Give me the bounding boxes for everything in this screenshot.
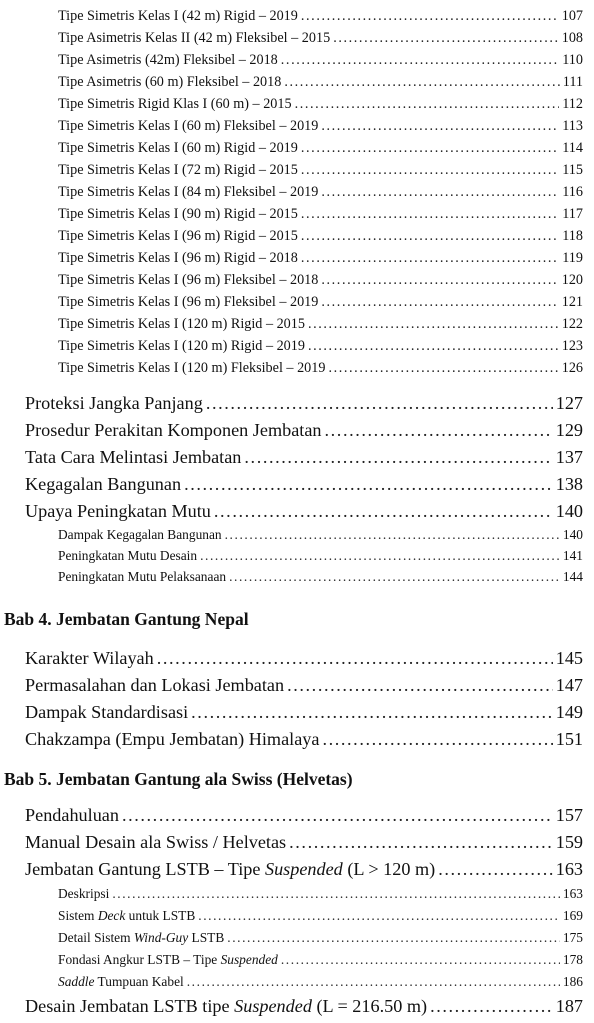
dot-leader [295,96,560,113]
dot-leader [322,729,552,750]
toc-subsection-title: Sistem Deck untuk LSTB [58,908,196,923]
dot-leader [191,702,553,723]
dot-leader [328,360,558,377]
toc-subsection-page: 163 [562,886,583,901]
toc-entry-page: 115 [562,162,583,178]
toc-section-page: 157 [555,805,583,825]
toc-section[interactable] [25,474,583,495]
dot-leader [187,974,560,990]
toc-entry[interactable] [58,162,583,179]
toc-section[interactable] [25,832,583,853]
dot-leader [244,447,552,468]
toc-entry[interactable] [58,52,583,69]
toc-section-title: Kegagalan Bangunan [25,474,182,494]
toc-entry-page: 120 [561,272,583,288]
toc-entry-title: Tipe Simetris Kelas I (120 m) Rigid – 2015 [58,316,305,332]
toc-entry[interactable] [58,294,583,311]
toc-section-title: Prosedur Perakitan Komponen Jembatan [25,420,322,440]
chapter-4-heading[interactable]: Bab 4. Jembatan Gantung Nepal [4,609,249,629]
toc-entry-title: Tipe Simetris Rigid Klas I (60 m) – 2015 [58,96,292,112]
toc-entry-page: 126 [561,360,583,376]
toc-entry[interactable] [58,30,583,47]
dot-leader [112,886,560,902]
dot-leader [198,908,560,924]
toc-section-title: Desain Jembatan LSTB tipe Suspended (L = 216.50 m) [25,996,428,1016]
toc-section-title: Chakzampa (Empu Jembatan) Himalaya [25,729,320,749]
toc-subsection-page: 178 [562,952,583,967]
toc-entry-page: 118 [562,228,583,244]
toc-entry-page: 110 [562,52,583,68]
dot-leader [214,501,553,522]
toc-section-page: 151 [555,729,583,749]
toc-section-page: 163 [555,859,583,879]
toc-entry-page: 121 [561,294,583,310]
dot-leader [229,569,560,585]
toc-section-title: Pendahuluan [25,805,119,825]
toc-section[interactable] [25,420,583,441]
dot-leader [321,118,559,135]
toc-subsection[interactable] [58,952,583,968]
toc-entry-page: 117 [562,206,583,222]
toc-subsection-title: Peningkatan Mutu Desain [58,548,198,563]
dot-leader [438,859,553,880]
dot-leader [301,228,559,245]
toc-entry[interactable] [58,206,583,223]
toc-section[interactable] [25,648,583,669]
toc-section-page: 138 [555,474,583,494]
toc-entry-title: Tipe Asimetris (42m) Fleksibel – 2018 [58,52,278,68]
dot-leader [200,548,560,564]
toc-section-title: Tata Cara Melintasi Jembatan [25,447,242,467]
toc-entry-title: Tipe Simetris Kelas I (60 m) Rigid – 2019 [58,140,298,156]
toc-section[interactable] [25,501,583,522]
toc-subsection-title: Deskripsi [58,886,110,901]
toc-section[interactable] [25,675,583,696]
toc-section[interactable] [25,702,583,723]
toc-entry-page: 123 [561,338,583,354]
toc-entry-page: 119 [562,250,583,266]
toc-section-title: Permasalahan dan Lokasi Jembatan [25,675,285,695]
dot-leader [301,250,559,267]
toc-entry-title: Tipe Simetris Kelas I (42 m) Rigid – 2019 [58,8,298,24]
toc-section[interactable] [25,859,583,880]
dot-leader [206,393,553,414]
dot-leader [157,648,553,669]
toc-entry[interactable] [58,360,583,377]
dot-leader [321,184,559,201]
toc-subsection[interactable] [58,569,583,585]
toc-subsection-title: Dampak Kegagalan Bangunan [58,527,222,542]
toc-section-page: 145 [555,648,583,668]
dot-leader [308,316,559,333]
toc-entry[interactable] [58,74,583,91]
toc-section-page: 140 [555,501,583,521]
toc-entry-title: Tipe Simetris Kelas I (96 m) Fleksibel – 2019 [58,294,319,310]
toc-section-title: Upaya Peningkatan Mutu [25,501,211,521]
toc-section[interactable] [25,393,583,414]
toc-entry-title: Tipe Simetris Kelas I (96 m) Rigid – 2018 [58,250,298,266]
dot-leader [430,996,553,1017]
toc-section-title: Karakter Wilayah [25,648,154,668]
dot-leader [122,805,553,826]
toc-section-title: Proteksi Jangka Panjang [25,393,203,413]
toc-entry-page: 108 [561,30,583,46]
toc-subsection[interactable] [58,527,583,543]
toc-entry-title: Tipe Simetris Kelas I (120 m) Rigid – 2019 [58,338,305,354]
dot-leader [225,527,560,543]
dot-leader [284,74,559,91]
toc-entry[interactable] [58,338,583,355]
toc-entry-page: 107 [561,8,583,24]
dot-leader [308,338,559,355]
toc-section[interactable] [25,805,583,826]
toc-section-title: Manual Desain ala Swiss / Helvetas [25,832,287,852]
dot-leader [281,52,559,69]
toc-entry-page: 116 [562,184,583,200]
toc-subsection[interactable] [58,886,583,902]
toc-entry[interactable] [58,8,583,25]
toc-entry-page: 122 [561,316,583,332]
toc-entry[interactable] [58,184,583,201]
toc-section-page: 127 [555,393,583,413]
toc-subsection[interactable] [58,908,583,924]
toc-entry[interactable] [58,316,583,333]
toc-subsection-title: Fondasi Angkur LSTB – Tipe Suspended [58,952,278,967]
toc-section-page: 149 [555,702,583,722]
toc-entry[interactable] [58,228,583,245]
dot-leader [184,474,553,495]
toc-entry[interactable] [58,272,583,289]
toc-subsection-page: 141 [562,548,583,563]
toc-subsection-title: Detail Sistem Wind-Guy LSTB [58,930,225,945]
toc-entry-title: Tipe Simetris Kelas I (84 m) Fleksibel – 2019 [58,184,319,200]
dot-leader [325,420,553,441]
toc-section-page: 147 [555,675,583,695]
toc-subsection[interactable] [58,548,583,564]
toc-section-page: 129 [555,420,583,440]
dot-leader [301,8,559,25]
toc-section-page: 137 [555,447,583,467]
dot-leader [301,162,559,179]
dot-leader [301,140,559,157]
toc-entry-title: Tipe Simetris Kelas I (96 m) Rigid – 2015 [58,228,298,244]
toc-entry-title: Tipe Asimetris Kelas II (42 m) Fleksibel – 2015 [58,30,331,46]
dot-leader [321,272,558,289]
toc-section[interactable] [25,996,583,1017]
toc-entry[interactable] [58,96,583,113]
toc-subsection-title: Saddle Tumpuan Kabel [58,974,184,989]
toc-entry-page: 112 [562,96,583,112]
toc-entry[interactable] [58,250,583,267]
toc-entry-title: Tipe Simetris Kelas I (120 m) Fleksibel – 2019 [58,360,326,376]
toc-section[interactable] [25,447,583,468]
dot-leader [289,832,553,853]
toc-subsection-title: Peningkatan Mutu Pelaksanaan [58,569,227,584]
toc-entry-page: 114 [562,140,583,156]
toc-subsection-page: 175 [562,930,583,945]
toc-subsection-page: 140 [562,527,583,542]
toc-entry-title: Tipe Asimetris (60 m) Fleksibel – 2018 [58,74,282,90]
toc-entry-title: Tipe Simetris Kelas I (90 m) Rigid – 2015 [58,206,298,222]
dot-leader [333,30,559,47]
toc-entry[interactable] [58,118,583,135]
toc-entry-title: Tipe Simetris Kelas I (96 m) Fleksibel – 2018 [58,272,319,288]
toc-section-page: 159 [555,832,583,852]
dot-leader [301,206,559,223]
toc-section[interactable] [25,729,583,750]
toc-subsection-page: 144 [562,569,583,584]
toc-subsection-page: 169 [562,908,583,923]
toc-entry-page: 113 [562,118,583,134]
dot-leader [227,930,560,946]
chapter-5-heading[interactable]: Bab 5. Jembatan Gantung ala Swiss (Helvetas) [4,769,353,789]
toc-subsection-page: 186 [562,974,583,989]
toc-entry-title: Tipe Simetris Kelas I (60 m) Fleksibel – 2019 [58,118,319,134]
toc-entry-page: 111 [562,74,583,90]
toc-subsection[interactable] [58,974,583,990]
toc-section-title: Dampak Standardisasi [25,702,189,722]
toc-section-title: Jembatan Gantung LSTB – Tipe Suspended (L > 120 m) [25,859,436,879]
toc-section-page: 187 [555,996,583,1016]
dot-leader [281,952,560,968]
toc-entry[interactable] [58,140,583,157]
toc-entry-title: Tipe Simetris Kelas I (72 m) Rigid – 2015 [58,162,298,178]
dot-leader [321,294,558,311]
toc-subsection[interactable] [58,930,583,946]
dot-leader [287,675,553,696]
